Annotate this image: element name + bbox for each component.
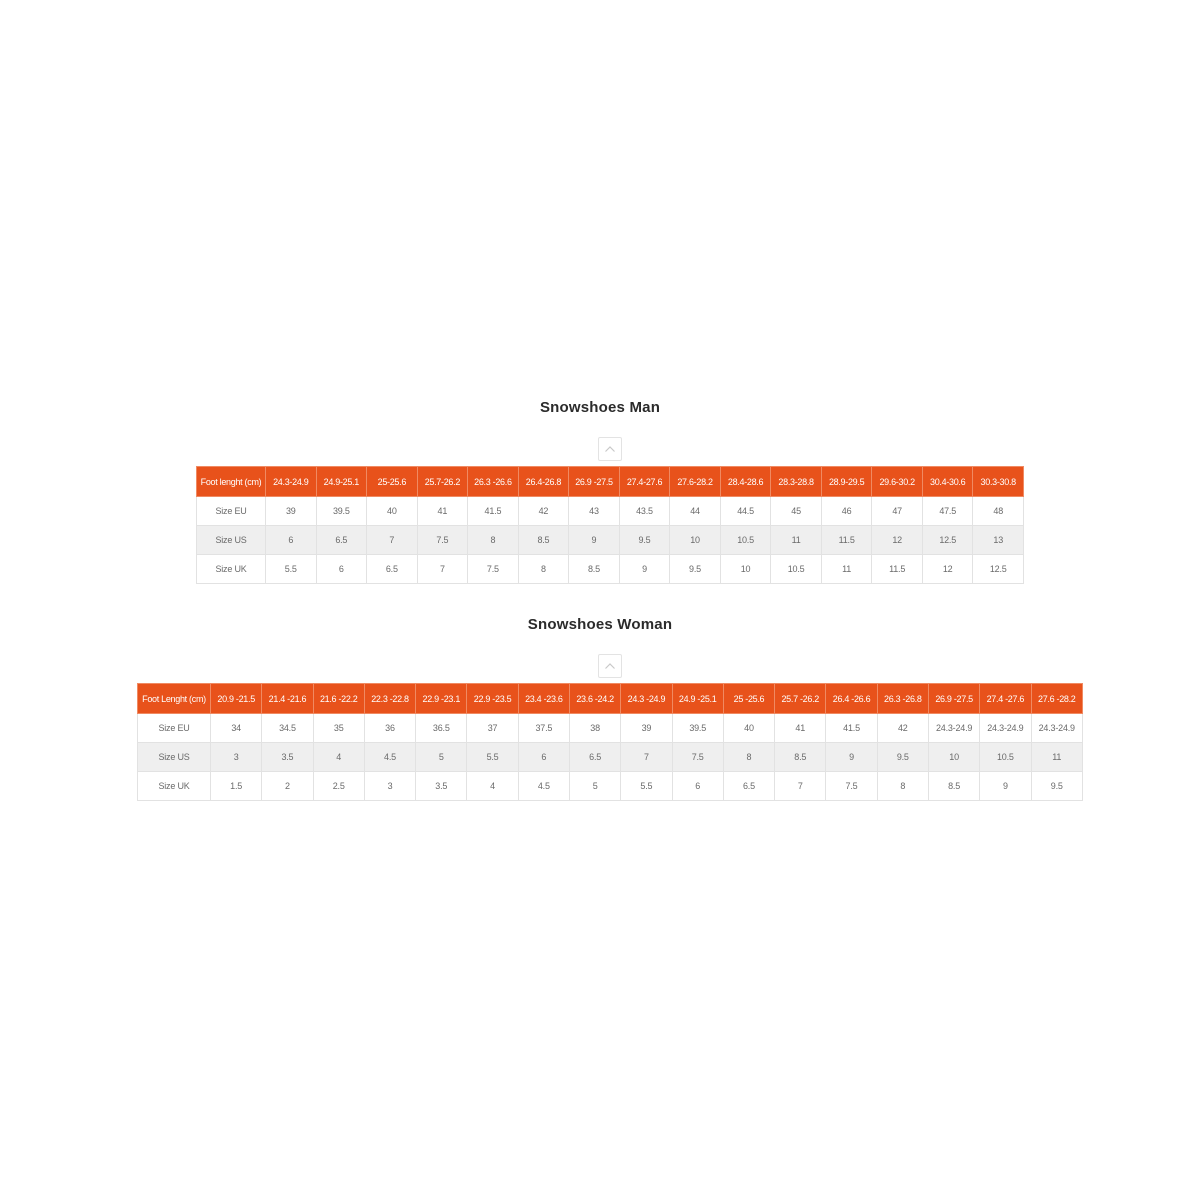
size-cell: 24.3-24.9 [928,714,979,743]
size-cell: 4.5 [364,743,415,772]
table-row [197,497,1024,526]
size-cell: 24.3-24.9 [980,714,1031,743]
size-cell: 37.5 [518,714,569,743]
row-label: Size US [138,743,211,772]
size-cell: 6 [266,526,317,555]
foot-length-header: 24.9 -25.1 [672,684,723,714]
row-label: Size US [197,526,266,555]
size-cell: 2 [262,772,313,801]
foot-length-header: 23.4 -23.6 [518,684,569,714]
size-cell: 38 [569,714,620,743]
size-cell: 7.5 [672,743,723,772]
size-cell: 41 [775,714,826,743]
size-cell: 7 [417,555,468,584]
size-cell: 24.3-24.9 [1031,714,1083,743]
size-cell: 39.5 [316,497,367,526]
size-cell: 7 [621,743,672,772]
foot-length-header: 24.9-25.1 [316,467,367,497]
size-cell: 39 [621,714,672,743]
table-row [138,772,1083,801]
size-cell: 9 [619,555,670,584]
foot-length-header: 29.6-30.2 [872,467,923,497]
foot-length-header: 26.4-26.8 [518,467,569,497]
size-cell: 11.5 [821,526,872,555]
woman-collapse-button[interactable] [598,654,622,678]
foot-length-header: 28.4-28.6 [720,467,771,497]
size-cell: 8 [877,772,928,801]
size-cell: 6.5 [569,743,620,772]
table-row [197,526,1024,555]
foot-length-header: 25-25.6 [367,467,418,497]
size-cell: 7.5 [468,555,519,584]
size-cell: 36 [364,714,415,743]
size-cell: 34.5 [262,714,313,743]
table-row [138,743,1083,772]
size-cell: 42 [518,497,569,526]
size-cell: 4 [313,743,364,772]
size-cell: 6.5 [316,526,367,555]
size-cell: 13 [973,526,1024,555]
foot-length-header: 22.9 -23.1 [416,684,467,714]
size-cell: 12 [872,526,923,555]
foot-length-header: 27.4-27.6 [619,467,670,497]
size-cell: 44 [670,497,721,526]
row-label: Size UK [197,555,266,584]
size-cell: 41.5 [468,497,519,526]
size-cell: 8.5 [569,555,620,584]
size-cell: 9.5 [1031,772,1083,801]
header-label: Foot Lenght (cm) [138,684,211,714]
size-cell: 37 [467,714,518,743]
row-label: Size UK [138,772,211,801]
size-cell: 10.5 [771,555,822,584]
foot-length-header: 28.3-28.8 [771,467,822,497]
chevron-up-icon [604,662,616,670]
size-cell: 9 [980,772,1031,801]
size-cell: 3 [364,772,415,801]
table-row [197,555,1024,584]
size-cell: 10 [720,555,771,584]
size-cell: 5.5 [266,555,317,584]
foot-length-header: 26.9 -27.5 [928,684,979,714]
size-cell: 47 [872,497,923,526]
size-cell: 8.5 [518,526,569,555]
size-cell: 42 [877,714,928,743]
size-cell: 3.5 [416,772,467,801]
size-cell: 5.5 [621,772,672,801]
foot-length-header: 21.6 -22.2 [313,684,364,714]
size-cell: 8.5 [928,772,979,801]
foot-length-header: 26.9 -27.5 [569,467,620,497]
size-cell: 10.5 [720,526,771,555]
size-cell: 6 [518,743,569,772]
foot-length-header: 23.6 -24.2 [569,684,620,714]
size-cell: 43.5 [619,497,670,526]
row-label: Size EU [197,497,266,526]
size-cell: 3 [211,743,262,772]
size-cell: 46 [821,497,872,526]
size-cell: 1.5 [211,772,262,801]
size-cell: 5 [569,772,620,801]
size-cell: 7.5 [826,772,877,801]
size-cell: 12.5 [922,526,973,555]
foot-length-header: 26.4 -26.6 [826,684,877,714]
woman-section-title: Snowshoes Woman [527,616,673,633]
size-cell: 2.5 [313,772,364,801]
chevron-up-icon [604,445,616,453]
man-section-title: Snowshoes Man [539,399,661,416]
size-cell: 5 [416,743,467,772]
foot-length-header: 25 -25.6 [723,684,774,714]
foot-length-header: 27.6 -28.2 [1031,684,1083,714]
size-cell: 9.5 [619,526,670,555]
size-cell: 6 [672,772,723,801]
man-collapse-button[interactable] [598,437,622,461]
size-cell: 43 [569,497,620,526]
size-cell: 4.5 [518,772,569,801]
size-cell: 12 [922,555,973,584]
size-cell: 35 [313,714,364,743]
size-cell: 8.5 [775,743,826,772]
size-cell: 9 [826,743,877,772]
header-label: Foot lenght (cm) [197,467,266,497]
foot-length-header: 22.9 -23.5 [467,684,518,714]
foot-length-header: 27.6-28.2 [670,467,721,497]
size-cell: 9 [569,526,620,555]
size-cell: 8 [518,555,569,584]
size-cell: 8 [723,743,774,772]
size-cell: 10 [670,526,721,555]
size-cell: 7 [775,772,826,801]
size-cell: 44.5 [720,497,771,526]
size-cell: 39.5 [672,714,723,743]
size-cell: 41 [417,497,468,526]
size-cell: 48 [973,497,1024,526]
size-cell: 41.5 [826,714,877,743]
size-cell: 40 [723,714,774,743]
foot-length-header: 28.9-29.5 [821,467,872,497]
size-cell: 39 [266,497,317,526]
foot-length-header: 30.3-30.8 [973,467,1024,497]
size-cell: 11.5 [872,555,923,584]
size-cell: 6.5 [367,555,418,584]
foot-length-header: 26.3 -26.8 [877,684,928,714]
foot-length-header: 26.3 -26.6 [468,467,519,497]
size-cell: 5.5 [467,743,518,772]
size-cell: 47.5 [922,497,973,526]
foot-length-header: 25.7 -26.2 [775,684,826,714]
size-cell: 36.5 [416,714,467,743]
size-cell: 6 [316,555,367,584]
size-cell: 6.5 [723,772,774,801]
size-cell: 9.5 [670,555,721,584]
table-row [138,714,1083,743]
man-size-table [196,466,1024,584]
size-cell: 34 [211,714,262,743]
size-cell: 7.5 [417,526,468,555]
foot-length-header: 25.7-26.2 [417,467,468,497]
foot-length-header: 20.9 -21.5 [211,684,262,714]
woman-size-table [137,683,1083,801]
size-cell: 9.5 [877,743,928,772]
size-cell: 11 [771,526,822,555]
foot-length-header: 27.4 -27.6 [980,684,1031,714]
size-cell: 12.5 [973,555,1024,584]
row-label: Size EU [138,714,211,743]
size-cell: 11 [821,555,872,584]
size-cell: 3.5 [262,743,313,772]
foot-length-header: 24.3 -24.9 [621,684,672,714]
foot-length-header: 22.3 -22.8 [364,684,415,714]
size-cell: 8 [468,526,519,555]
size-cell: 45 [771,497,822,526]
size-cell: 10 [928,743,979,772]
foot-length-header: 21.4 -21.6 [262,684,313,714]
size-cell: 11 [1031,743,1083,772]
size-cell: 4 [467,772,518,801]
foot-length-header: 24.3-24.9 [266,467,317,497]
size-cell: 7 [367,526,418,555]
size-cell: 10.5 [980,743,1031,772]
foot-length-header: 30.4-30.6 [922,467,973,497]
size-cell: 40 [367,497,418,526]
